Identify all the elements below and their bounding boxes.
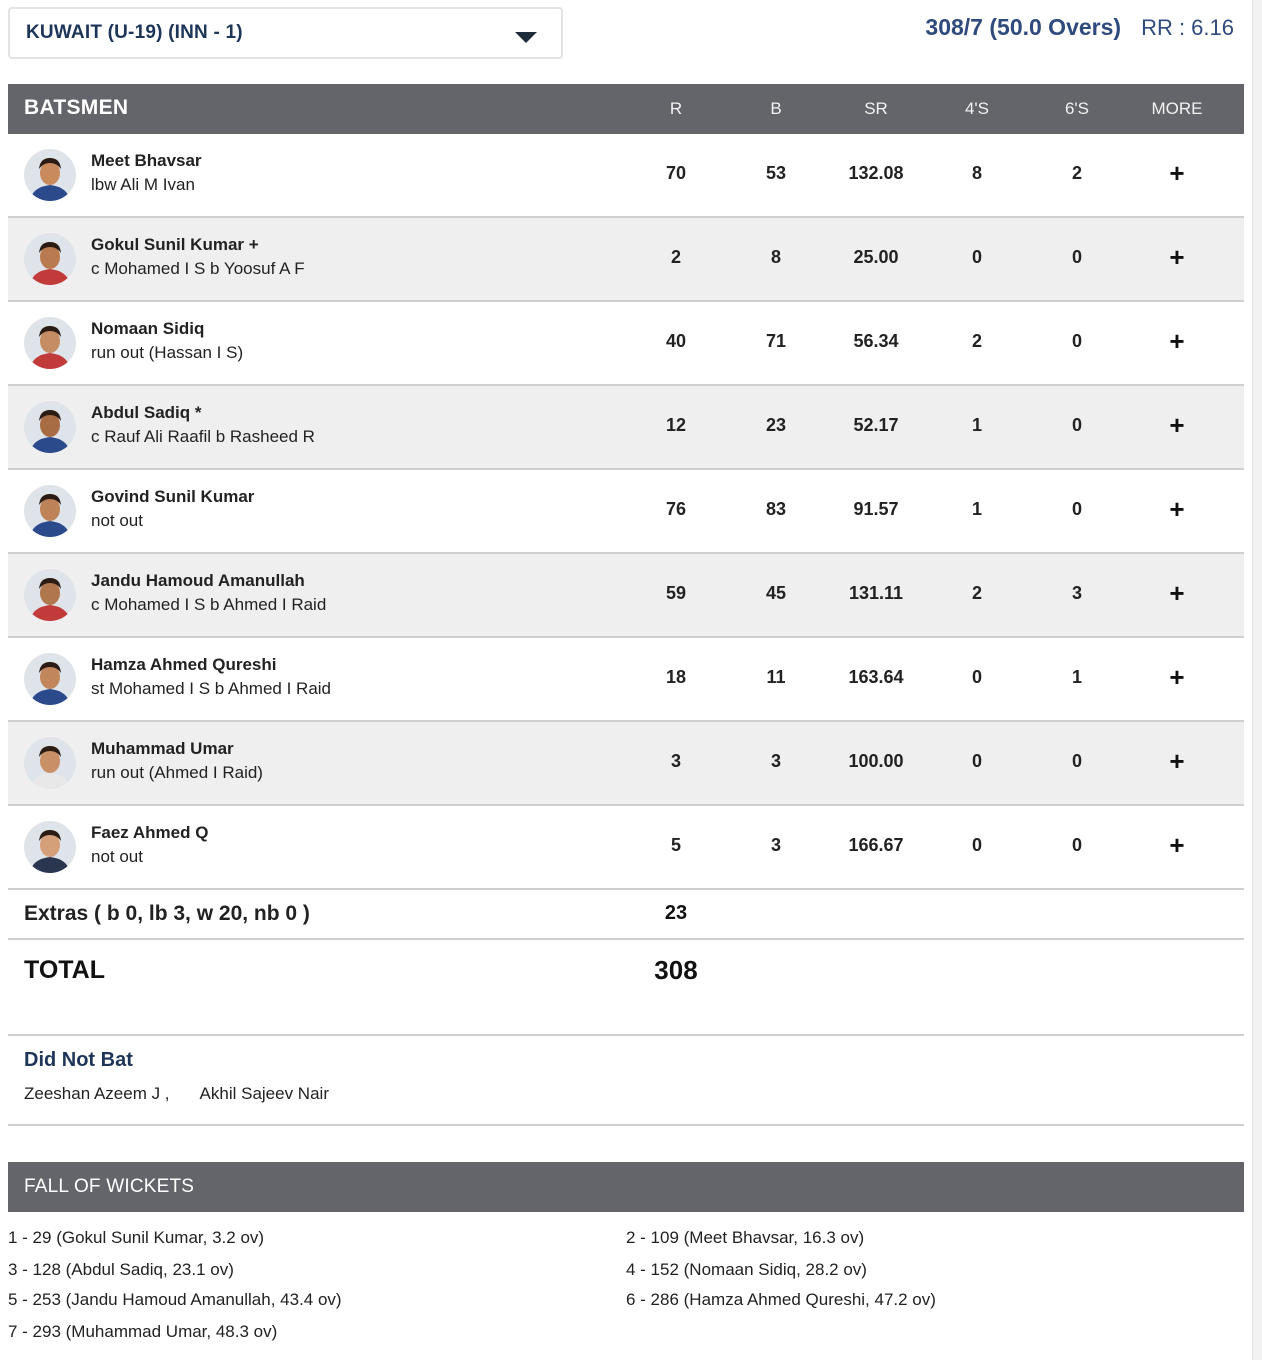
fours-cell: 0 <box>971 247 982 267</box>
fours-cell: 2 <box>971 583 982 603</box>
fours-cell: 0 <box>971 667 982 687</box>
column-header-fours: 4'S <box>964 99 990 118</box>
sixes-cell: 3 <box>1071 583 1082 603</box>
player-avatar[interactable] <box>24 569 76 621</box>
chevron-down-icon <box>515 32 537 43</box>
sixes-cell: 0 <box>1071 415 1082 435</box>
player-avatar[interactable] <box>24 317 76 369</box>
strike-rate-cell: 25.00 <box>853 247 899 267</box>
batsman-row <box>8 218 1244 302</box>
batsman-row <box>8 470 1244 554</box>
strike-rate-cell: 132.08 <box>848 163 904 183</box>
expand-more-button[interactable]: + <box>1169 242 1185 272</box>
expand-more-button[interactable]: + <box>1169 746 1185 776</box>
sixes-cell: 1 <box>1071 667 1082 687</box>
batsman-row <box>8 386 1244 470</box>
player-avatar[interactable] <box>24 737 76 789</box>
sixes-cell: 0 <box>1071 331 1082 351</box>
fall-of-wicket-item: 6 - 286 (Hamza Ahmed Qureshi, 47.2 ov) <box>626 1290 936 1309</box>
balls-cell: 11 <box>766 667 786 687</box>
dismissal-info: c Mohamed I S b Yoosuf A F <box>91 259 305 278</box>
expand-more-button[interactable]: + <box>1169 830 1185 860</box>
strike-rate-cell: 100.00 <box>848 751 904 771</box>
runs-cell: 3 <box>670 751 681 771</box>
batsman-name[interactable]: Faez Ahmed Q <box>91 823 209 842</box>
fours-cell: 0 <box>971 835 982 855</box>
extras-row <box>8 890 1244 940</box>
batsman-row <box>8 806 1244 890</box>
page-scrollbar[interactable] <box>1252 0 1262 1360</box>
sixes-cell: 0 <box>1071 835 1082 855</box>
batsman-name[interactable]: Jandu Hamoud Amanullah <box>91 571 305 590</box>
sixes-cell: 2 <box>1071 163 1082 183</box>
runs-cell: 5 <box>670 835 681 855</box>
did-not-bat-player[interactable]: Zeeshan Azeem J , <box>24 1084 170 1103</box>
column-header-runs: R <box>669 99 683 118</box>
total-row <box>8 940 1244 1036</box>
batsmen-table-body <box>8 134 1244 890</box>
runs-cell: 40 <box>665 331 687 351</box>
player-avatar[interactable] <box>24 485 76 537</box>
strike-rate-cell: 56.34 <box>853 331 899 351</box>
dismissal-info: run out (Hassan I S) <box>91 343 244 362</box>
batsman-name[interactable]: Muhammad Umar <box>91 739 234 758</box>
balls-cell: 23 <box>765 415 787 435</box>
batsman-name[interactable]: Govind Sunil Kumar <box>91 487 255 506</box>
balls-cell: 71 <box>765 331 787 351</box>
sixes-cell: 0 <box>1071 751 1082 771</box>
innings-score-summary <box>925 14 1234 41</box>
dismissal-info: c Mohamed I S b Ahmed I Raid <box>91 595 327 614</box>
sixes-cell: 0 <box>1071 499 1082 519</box>
batsman-row <box>8 302 1244 386</box>
batsman-name[interactable]: Abdul Sadiq * <box>91 403 202 422</box>
fall-of-wicket-item: 2 - 109 (Meet Bhavsar, 16.3 ov) <box>626 1228 865 1247</box>
dismissal-info: st Mohamed I S b Ahmed I Raid <box>91 679 332 698</box>
run-rate: RR : 6.16 <box>1141 15 1234 40</box>
player-avatar[interactable] <box>24 401 76 453</box>
column-header-strike-rate: SR <box>864 99 888 118</box>
fours-cell: 1 <box>971 499 982 519</box>
fours-cell: 8 <box>971 163 982 183</box>
total-label: TOTAL <box>24 956 106 984</box>
extras-label: Extras ( b 0, lb 3, w 20, nb 0 ) <box>24 902 310 925</box>
fall-of-wicket-item: 7 - 293 (Muhammad Umar, 48.3 ov) <box>8 1322 278 1341</box>
column-header-sixes: 6'S <box>1064 99 1090 118</box>
batsman-name[interactable]: Meet Bhavsar <box>91 151 202 170</box>
runs-cell: 12 <box>665 415 687 435</box>
dismissal-info: not out <box>91 511 143 530</box>
did-not-bat-title: Did Not Bat <box>24 1049 133 1071</box>
runs-cell: 70 <box>665 163 687 183</box>
balls-cell: 8 <box>770 247 781 267</box>
column-header-balls: B <box>770 99 782 118</box>
scorecard-topbar <box>0 0 1252 70</box>
player-avatar[interactable] <box>24 149 76 201</box>
balls-cell: 45 <box>765 583 787 603</box>
dismissal-info: not out <box>91 847 143 866</box>
batsmen-header-title: BATSMEN <box>24 96 129 119</box>
dismissal-info: lbw Ali M Ivan <box>91 175 195 194</box>
column-header-more: MORE <box>1151 99 1203 118</box>
dismissal-info: run out (Ahmed I Raid) <box>91 763 263 782</box>
player-avatar[interactable] <box>24 233 76 285</box>
fall-of-wicket-item: 1 - 29 (Gokul Sunil Kumar, 3.2 ov) <box>8 1228 265 1247</box>
expand-more-button[interactable]: + <box>1169 158 1185 188</box>
batsmen-table-header <box>8 84 1244 134</box>
fall-of-wicket-item: 3 - 128 (Abdul Sadiq, 23.1 ov) <box>8 1260 234 1279</box>
player-avatar[interactable] <box>24 821 76 873</box>
innings-score: 308/7 (50.0 Overs) <box>925 14 1122 40</box>
fours-cell: 2 <box>971 331 982 351</box>
batsman-row <box>8 134 1244 218</box>
runs-cell: 59 <box>665 583 687 603</box>
runs-cell: 2 <box>670 247 681 267</box>
strike-rate-cell: 52.17 <box>853 415 899 435</box>
did-not-bat-player[interactable]: Akhil Sajeev Nair <box>199 1084 329 1103</box>
innings-dropdown-label: KUWAIT (U-19) (INN - 1) <box>26 22 243 43</box>
balls-cell: 3 <box>770 835 781 855</box>
did-not-bat-section <box>8 1036 1244 1126</box>
batsman-row <box>8 638 1244 722</box>
fall-of-wickets-title: FALL OF WICKETS <box>24 1176 195 1197</box>
sixes-cell: 0 <box>1071 247 1082 267</box>
batsman-name[interactable]: Hamza Ahmed Qureshi <box>91 655 277 674</box>
strike-rate-cell: 91.57 <box>853 499 899 519</box>
strike-rate-cell: 131.11 <box>848 583 904 603</box>
total-value: 308 <box>654 955 698 985</box>
batsman-name[interactable]: Gokul Sunil Kumar + <box>91 235 259 254</box>
balls-cell: 53 <box>765 163 787 183</box>
fall-of-wicket-item: 4 - 152 (Nomaan Sidiq, 28.2 ov) <box>626 1260 867 1279</box>
balls-cell: 83 <box>765 499 787 519</box>
expand-more-button[interactable]: + <box>1169 494 1185 524</box>
expand-more-button[interactable]: + <box>1169 410 1185 440</box>
strike-rate-cell: 163.64 <box>848 667 904 687</box>
dismissal-info: c Rauf Ali Raafil b Rasheed R <box>91 427 315 446</box>
expand-more-button[interactable]: + <box>1169 326 1185 356</box>
extras-value: 23 <box>664 902 688 924</box>
batsman-row <box>8 722 1244 806</box>
batsman-name[interactable]: Nomaan Sidiq <box>91 319 205 338</box>
expand-more-button[interactable]: + <box>1169 578 1185 608</box>
fall-of-wickets-header <box>8 1162 1244 1212</box>
innings-dropdown[interactable] <box>8 7 563 59</box>
player-avatar[interactable] <box>24 653 76 705</box>
expand-more-button[interactable]: + <box>1169 662 1185 692</box>
did-not-bat-list <box>24 1084 329 1104</box>
fours-cell: 1 <box>971 415 982 435</box>
batsman-row <box>8 554 1244 638</box>
balls-cell: 3 <box>770 751 781 771</box>
runs-cell: 76 <box>665 499 687 519</box>
fours-cell: 0 <box>971 751 982 771</box>
strike-rate-cell: 166.67 <box>848 835 904 855</box>
fall-of-wicket-item: 5 - 253 (Jandu Hamoud Amanullah, 43.4 ov) <box>8 1290 342 1309</box>
runs-cell: 18 <box>665 667 687 687</box>
